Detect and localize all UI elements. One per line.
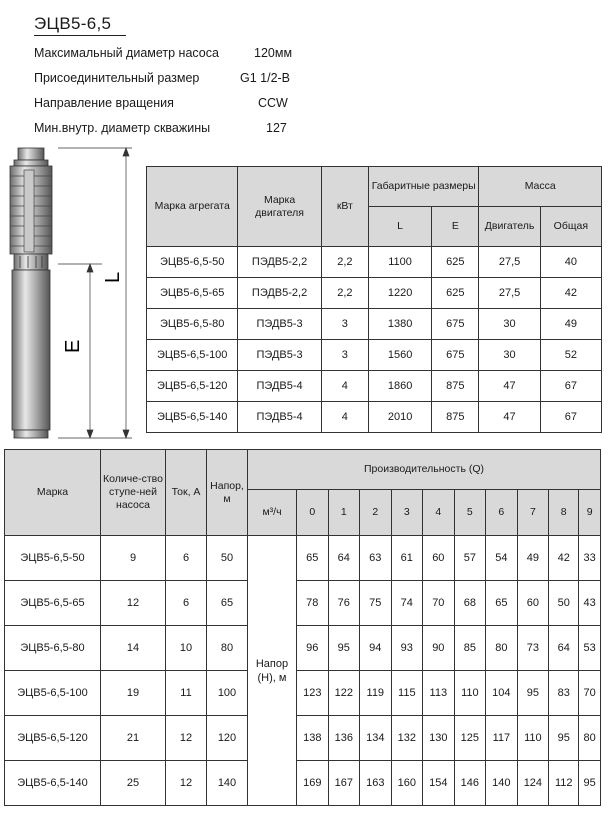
table-row <box>5 716 601 761</box>
head-value-cell: 73 <box>517 626 549 671</box>
q-value-header: 5 <box>454 490 486 536</box>
mass-total-cell: 67 <box>540 402 601 433</box>
e-cell: 875 <box>432 402 479 433</box>
unit-cell-model: ЭЦВ5-6,5-120 <box>147 371 238 402</box>
unit-cell-model: ЭЦВ5-6,5-65 <box>147 278 238 309</box>
spec-value: CCW <box>258 96 288 110</box>
col-motor-header: Марка двигателя <box>238 167 321 247</box>
head-value-cell: 123 <box>297 671 329 716</box>
e-cell: 675 <box>432 340 479 371</box>
head-value-cell: 132 <box>391 716 423 761</box>
motor-cell: ПЭДВ5-2,2 <box>238 247 321 278</box>
head-value-cell: 124 <box>517 761 549 806</box>
e-cell: 875 <box>432 371 479 402</box>
spec-value: G1 1/2-B <box>240 71 291 85</box>
table-row <box>147 371 602 402</box>
dimensions-table <box>146 166 602 433</box>
col-unit-header: Марка агрегата <box>147 167 238 247</box>
unit-cell-model: ЭЦВ5-6,5-80 <box>147 309 238 340</box>
motor-cell: ПЭДВ5-3 <box>238 340 321 371</box>
spec-label: Присоединительный размер <box>34 71 200 85</box>
head-value-cell: 68 <box>454 581 486 626</box>
q-value-header: 7 <box>517 490 549 536</box>
spec-value: 127 <box>266 121 287 135</box>
model-cell: ЭЦВ5-6,5-65 <box>5 581 101 626</box>
mass-motor-cell: 27,5 <box>479 247 540 278</box>
head-value-cell: 33 <box>579 536 601 581</box>
head-value-cell: 169 <box>297 761 329 806</box>
model-cell: ЭЦВ5-6,5-100 <box>5 671 101 716</box>
col-stages-header: Количе-ство ступе-ней насоса <box>101 450 166 536</box>
head-value-cell: 70 <box>423 581 455 626</box>
q-value-header: 8 <box>549 490 579 536</box>
q-value-header: 3 <box>391 490 423 536</box>
head-value-cell: 117 <box>486 716 518 761</box>
head-value-cell: 53 <box>579 626 601 671</box>
head-value-cell: 70 <box>579 671 601 716</box>
kw-cell: 2,2 <box>321 247 368 278</box>
mass-total-cell: 40 <box>540 247 601 278</box>
head-value-cell: 163 <box>360 761 392 806</box>
mass-motor-cell: 47 <box>479 371 540 402</box>
current-cell: 12 <box>166 761 207 806</box>
table-row <box>147 402 602 433</box>
title-underline <box>34 35 126 36</box>
model-cell: ЭЦВ5-6,5-140 <box>5 761 101 806</box>
col-kw-header: кВт <box>321 167 368 247</box>
head-value-cell: 85 <box>454 626 486 671</box>
spec-label: Направление вращения <box>34 96 174 110</box>
motor-cell: ПЭДВ5-4 <box>238 402 321 433</box>
head-value-cell: 95 <box>517 671 549 716</box>
col-unit-header: м³/ч <box>248 490 297 536</box>
mass-motor-cell: 27,5 <box>479 278 540 309</box>
q-value-header: 6 <box>486 490 518 536</box>
mass-total-cell: 42 <box>540 278 601 309</box>
q-value-header: 1 <box>328 490 360 536</box>
stages-cell: 12 <box>101 581 166 626</box>
head-value-cell: 78 <box>297 581 329 626</box>
e-cell: 675 <box>432 309 479 340</box>
q-value-header: 2 <box>360 490 392 536</box>
head-value-cell: 75 <box>360 581 392 626</box>
head-value-cell: 43 <box>579 581 601 626</box>
mass-total-cell: 49 <box>540 309 601 340</box>
head-value-cell: 95 <box>549 716 579 761</box>
mass-motor-cell: 30 <box>479 309 540 340</box>
head-value-cell: 154 <box>423 761 455 806</box>
unit-cell-model: ЭЦВ5-6,5-50 <box>147 247 238 278</box>
head-value-cell: 160 <box>391 761 423 806</box>
head-value-cell: 50 <box>549 581 579 626</box>
col-current-header: Ток, А <box>166 450 207 536</box>
head-value-cell: 134 <box>360 716 392 761</box>
current-cell: 10 <box>166 626 207 671</box>
length-cell: 1100 <box>368 247 431 278</box>
current-cell: 6 <box>166 536 207 581</box>
mass-motor-cell: 47 <box>479 402 540 433</box>
table-row <box>147 278 602 309</box>
head-value-cell: 136 <box>328 716 360 761</box>
col-l-header: L <box>368 207 431 247</box>
head-cell: 120 <box>207 716 248 761</box>
head-value-cell: 49 <box>517 536 549 581</box>
head-value-cell: 65 <box>486 581 518 626</box>
q-value-header: 4 <box>423 490 455 536</box>
head-value-cell: 64 <box>328 536 360 581</box>
head-value-cell: 95 <box>579 761 601 806</box>
length-cell: 1220 <box>368 278 431 309</box>
length-cell: 2010 <box>368 402 431 433</box>
head-value-cell: 94 <box>360 626 392 671</box>
head-value-cell: 130 <box>423 716 455 761</box>
head-value-cell: 110 <box>454 671 486 716</box>
current-cell: 12 <box>166 716 207 761</box>
col-model-header: Марка <box>5 450 101 536</box>
head-value-cell: 63 <box>360 536 392 581</box>
head-value-cell: 125 <box>454 716 486 761</box>
performance-table-body <box>5 536 601 806</box>
length-cell: 1560 <box>368 340 431 371</box>
head-value-cell: 42 <box>549 536 579 581</box>
head-value-cell: 64 <box>549 626 579 671</box>
current-cell: 11 <box>166 671 207 716</box>
head-value-cell: 90 <box>423 626 455 671</box>
spec-value: 120мм <box>254 46 293 60</box>
head-cell: 65 <box>207 581 248 626</box>
model-cell: ЭЦВ5-6,5-120 <box>5 716 101 761</box>
kw-cell: 4 <box>321 402 368 433</box>
e-cell: 625 <box>432 247 479 278</box>
head-value-cell: 54 <box>486 536 518 581</box>
table-row <box>147 309 602 340</box>
spec-label: Мин.внутр. диаметр скважины <box>34 121 211 135</box>
q-value-header: 0 <box>297 490 329 536</box>
page-title: ЭЦВ5-6,5 <box>34 14 112 33</box>
table-row <box>147 247 602 278</box>
head-value-cell: 110 <box>517 716 549 761</box>
head-value-cell: 167 <box>328 761 360 806</box>
motor-cell: ПЭДВ5-3 <box>238 309 321 340</box>
kw-cell: 2,2 <box>321 278 368 309</box>
model-cell: ЭЦВ5-6,5-50 <box>5 536 101 581</box>
head-value-cell: 140 <box>486 761 518 806</box>
table-row <box>5 761 601 806</box>
head-value-cell: 146 <box>454 761 486 806</box>
current-cell: 6 <box>166 581 207 626</box>
head-cell: 100 <box>207 671 248 716</box>
head-value-cell: 80 <box>486 626 518 671</box>
motor-cell: ПЭДВ5-2,2 <box>238 278 321 309</box>
table-row <box>5 581 601 626</box>
head-value-cell: 112 <box>549 761 579 806</box>
head-cell: 140 <box>207 761 248 806</box>
dimension-l-label: L <box>102 271 124 283</box>
head-cell: 50 <box>207 536 248 581</box>
col-mass-header: Масса <box>479 167 602 207</box>
head-value-cell: 60 <box>423 536 455 581</box>
spec-label: Максимальный диаметр насоса <box>34 46 219 60</box>
dimension-e-label: E <box>62 339 84 353</box>
kw-cell: 4 <box>321 371 368 402</box>
pump-drawing <box>2 130 142 442</box>
head-value-cell: 60 <box>517 581 549 626</box>
head-value-cell: 74 <box>391 581 423 626</box>
performance-table <box>4 449 601 806</box>
stages-cell: 19 <box>101 671 166 716</box>
stages-cell: 9 <box>101 536 166 581</box>
head-value-cell: 76 <box>328 581 360 626</box>
table-row <box>5 536 601 581</box>
head-value-cell: 119 <box>360 671 392 716</box>
kw-cell: 3 <box>321 340 368 371</box>
head-value-cell: 61 <box>391 536 423 581</box>
table-row <box>5 671 601 716</box>
length-cell: 1380 <box>368 309 431 340</box>
head-value-cell: 93 <box>391 626 423 671</box>
head-value-cell: 65 <box>297 536 329 581</box>
head-value-cell: 83 <box>549 671 579 716</box>
mass-total-cell: 52 <box>540 340 601 371</box>
stages-cell: 25 <box>101 761 166 806</box>
table-row <box>147 340 602 371</box>
head-value-cell: 122 <box>328 671 360 716</box>
head-value-cell: 138 <box>297 716 329 761</box>
head-label-cell: Напор (Н), м <box>248 536 297 806</box>
mass-motor-cell: 30 <box>479 340 540 371</box>
e-cell: 625 <box>432 278 479 309</box>
unit-cell-model: ЭЦВ5-6,5-140 <box>147 402 238 433</box>
head-value-cell: 95 <box>328 626 360 671</box>
col-capacity-header: Производительность (Q) <box>248 450 601 490</box>
col-size-header: Габаритные размеры <box>368 167 478 207</box>
col-mass-motor-header: Двигатель <box>479 207 540 247</box>
col-mass-total-header: Общая <box>540 207 601 247</box>
head-value-cell: 57 <box>454 536 486 581</box>
stages-cell: 14 <box>101 626 166 671</box>
table-row <box>5 626 601 671</box>
motor-cell: ПЭДВ5-4 <box>238 371 321 402</box>
length-cell: 1860 <box>368 371 431 402</box>
head-value-cell: 115 <box>391 671 423 716</box>
col-head-header: Напор, м <box>207 450 248 536</box>
head-value-cell: 80 <box>579 716 601 761</box>
model-cell: ЭЦВ5-6,5-80 <box>5 626 101 671</box>
head-cell: 80 <box>207 626 248 671</box>
q-value-header: 9 <box>579 490 601 536</box>
unit-cell-model: ЭЦВ5-6,5-100 <box>147 340 238 371</box>
mass-total-cell: 67 <box>540 371 601 402</box>
head-value-cell: 96 <box>297 626 329 671</box>
kw-cell: 3 <box>321 309 368 340</box>
stages-cell: 21 <box>101 716 166 761</box>
head-value-cell: 113 <box>423 671 455 716</box>
col-e-header: E <box>432 207 479 247</box>
head-value-cell: 104 <box>486 671 518 716</box>
dimensions-table-body <box>147 247 602 433</box>
